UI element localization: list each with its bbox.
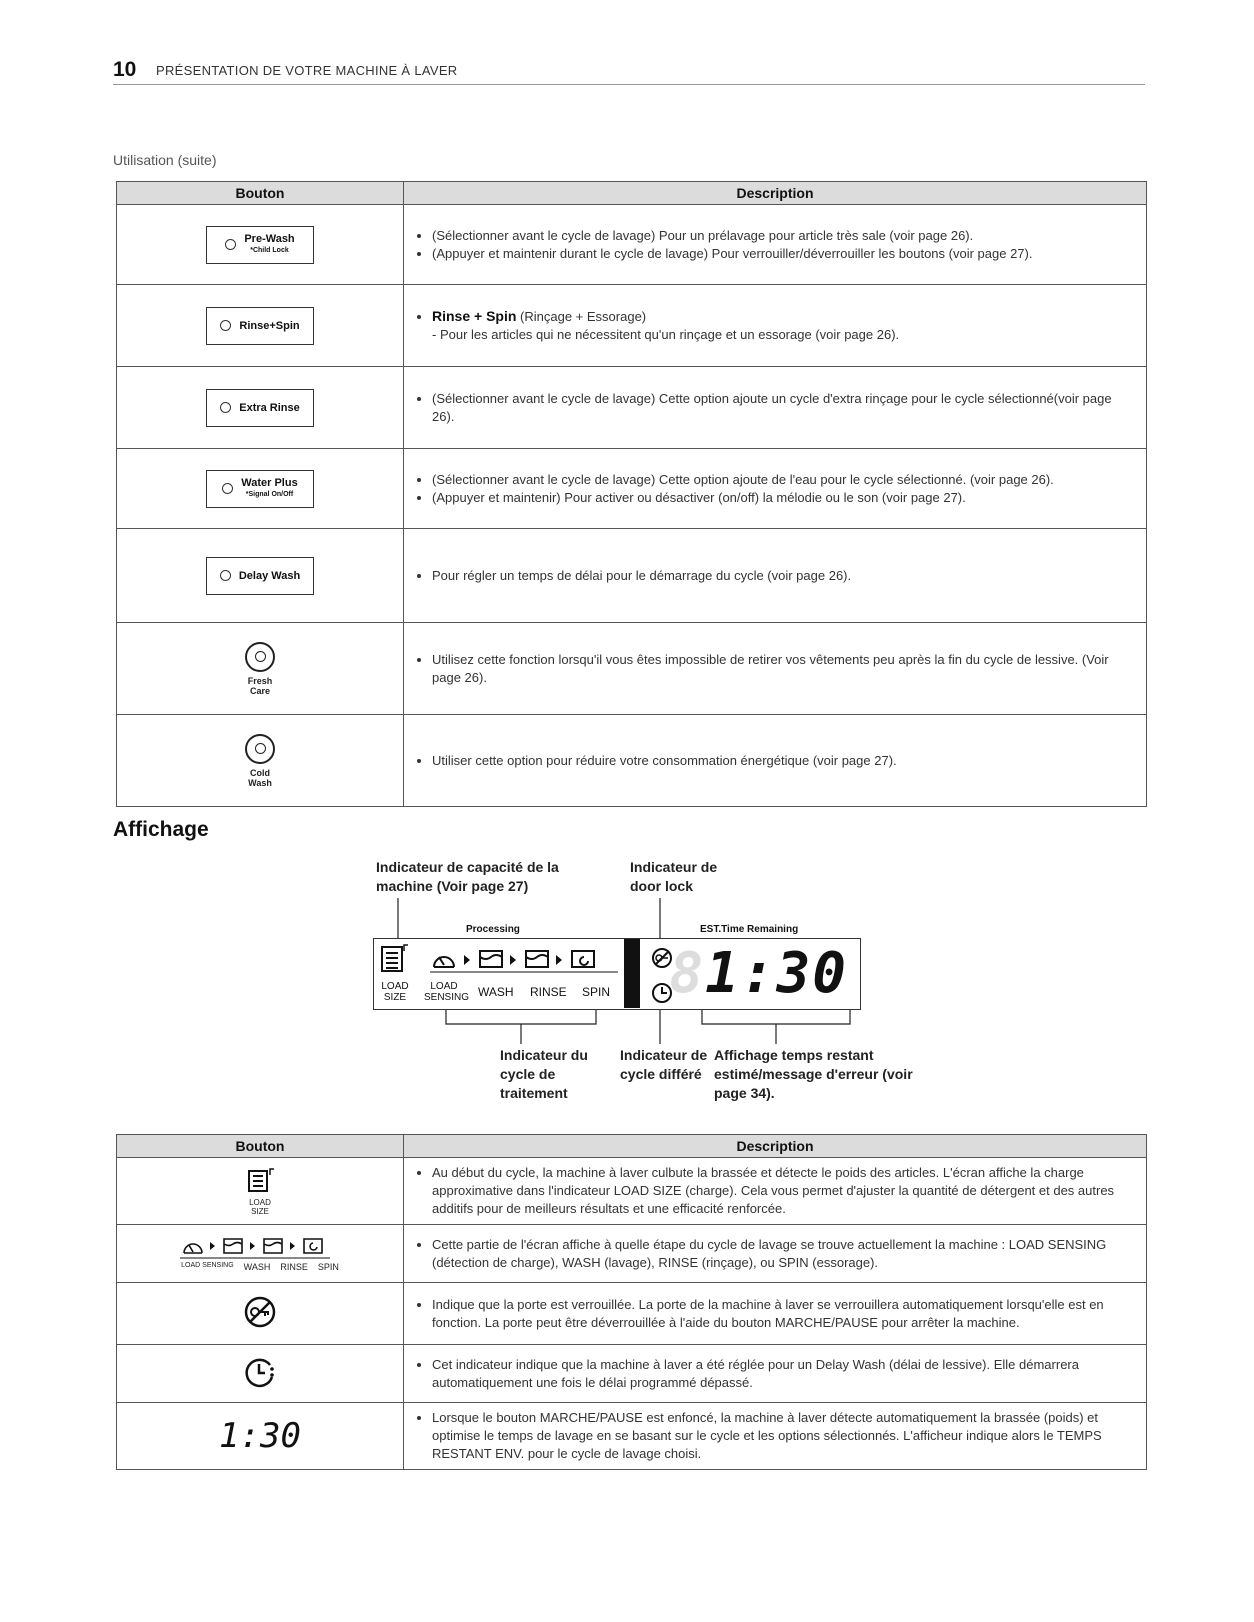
description-line: • Utiliser cette option pour réduire votre consommation énergétique (voir page 27). xyxy=(432,752,1132,770)
page-number: 10 xyxy=(113,58,137,81)
section-subtitle: Utilisation (suite) xyxy=(113,152,217,168)
description-line: • Rinse + Spin (Rinçage + Essorage) - Pour les articles qui ne nécessitent qu'un rinçage et un essorage (voir page 26). xyxy=(432,307,1132,344)
callout-cycle: Indicateur du cycle de traitement xyxy=(500,1047,588,1101)
display-table xyxy=(116,1134,1147,1470)
description-line: • Utilisez cette fonction lorsqu'il vous êtes impossible de retirer vos vêtements peu après la fin du cycle de lessive. (Voir page 26). xyxy=(432,651,1132,687)
description-line: • Lorsque le bouton MARCHE/PAUSE est enfoncé, la machine à laver détecte automatiquement la brassée (poids) et optimise le temps de lavage en se basant sur le cycle et les options sélectionnés. L'afficheur indique alors le TEMPS RESTANT ENV. pour le cycle de lavage choisi. xyxy=(432,1409,1132,1463)
water-plus-button-icon: Water Plus *Signal On/Off xyxy=(206,470,314,508)
callout-door-lock: Indicateur de door lock xyxy=(630,859,718,894)
table-row xyxy=(117,1403,1147,1470)
door-lock-icon xyxy=(243,1295,277,1329)
panel-est-time-label: EST.Time Remaining xyxy=(700,924,799,935)
delay-timer-icon xyxy=(243,1355,277,1389)
callout-time: Affichage temps restant estimé/message d'erreur (voir page 34). xyxy=(714,1047,913,1101)
section-title-affichage: Affichage xyxy=(113,818,209,841)
col-header-description: Description xyxy=(404,1135,1147,1158)
col-header-button: Bouton xyxy=(117,182,404,205)
table-row: LOAD SENSING WASH RINSE SPIN • Cette partie de l'écran affiche à quelle étape du cycle de lavage se trouve actuellement la machine : LOAD SENSING (détection de charge), WASH (lavage), RINSE (rinçage), ou SPIN (essorage). xyxy=(117,1225,1147,1283)
description-line: • (Appuyer et maintenir durant le cycle de lavage) Pour verrouiller/déverrouiller les boutons (voir page 27). xyxy=(432,245,1132,263)
time-display-digits: 1:30 xyxy=(219,1416,301,1456)
cycle-stage-icons xyxy=(180,1235,340,1259)
stage-rinse: RINSE xyxy=(530,985,567,999)
description-line: • Au début du cycle, la machine à laver culbute la brassée et détecte le poids des articles. L'écran affiche la charge approximative dans l'indicateur LOAD SIZE (charge). Cela vous permet d'ajuster la quantité de détergent et des autres additifs pour de meilleurs résultats et une efficacité renforcée. xyxy=(432,1164,1132,1218)
col-header-description: Description xyxy=(404,182,1147,205)
time-remaining-display: 81:30 xyxy=(669,941,848,1006)
callout-capacity: Indicateur de capacité de la machine (Voir page 27) xyxy=(376,859,559,894)
description-line: • Indique que la porte est verrouillée. La porte de la machine à laver se verrouillera automatiquement lorsqu'elle est en fonction. La porte peut être déverrouillée à l'aide du bouton MARCHE/PAUSE pour arrêter la machine. xyxy=(432,1296,1132,1332)
description-line: • (Sélectionner avant le cycle de lavage) Cette option ajoute de l'eau pour le cycle sélectionné. (voir page 26). xyxy=(432,471,1132,489)
description-line: • Cet indicateur indique que la machine à laver a été réglée pour un Delay Wash (délai de lessive). Elle démarrera automatiquement une fois le délai programmé dépassé. xyxy=(432,1356,1132,1392)
load-size-icon xyxy=(245,1167,275,1195)
cycle-stage-icons xyxy=(430,947,622,973)
col-header-button: Bouton xyxy=(117,1135,404,1158)
description-line: • Cette partie de l'écran affiche à quelle étape du cycle de lavage se trouve actuellement la machine : LOAD SENSING (détection de charge), WASH (lavage), RINSE (rinçage), ou SPIN (essorage). xyxy=(432,1236,1132,1272)
panel-divider xyxy=(624,939,640,1008)
load-size-icon xyxy=(380,943,410,975)
stage-spin: SPIN xyxy=(582,985,611,999)
extra-rinse-button-icon: Extra Rinse xyxy=(206,389,314,427)
description-line: • Pour régler un temps de délai pour le démarrage du cycle (voir page 26). xyxy=(432,567,1132,585)
description-line: • (Sélectionner avant le cycle de lavage) Cette option ajoute un cycle d'extra rinçage pour le cycle sélectionné(voir page 26). xyxy=(432,390,1132,426)
stage-wash: WASH xyxy=(478,985,514,999)
page-header-title: PRÉSENTATION DE VOTRE MACHINE À LAVER xyxy=(156,63,458,78)
delay-wash-button-icon: Delay Wash xyxy=(206,557,314,595)
rinse-spin-button-icon: Rinse+Spin xyxy=(206,307,314,345)
cold-wash-button-icon: Cold Wash xyxy=(245,734,275,788)
callout-delay: Indicateur de cycle différé xyxy=(620,1047,708,1082)
prewash-button-icon: Pre-Wash *Child Lock xyxy=(206,226,314,264)
table-row xyxy=(117,1283,1147,1345)
fresh-care-button-icon: Fresh Care xyxy=(245,642,275,696)
display-panel: LOAD SIZE LOAD SENSING WASH RINSE SPIN 81:30 xyxy=(373,938,861,1010)
description-line: • (Sélectionner avant le cycle de lavage) Pour un prélavage pour article très sale (voir page 26). xyxy=(432,227,1132,245)
panel-processing-label: Processing xyxy=(466,924,520,935)
description-line: • (Appuyer et maintenir) Pour activer ou désactiver (on/off) la mélodie ou le son (voir page 27). xyxy=(432,489,1132,507)
table-row: LOAD SIZE • Au début du cycle, la machine à laver culbute la brassée et détecte le poids des articles. L'écran affiche la charge approximative dans l'indicateur LOAD SIZE (charge). Cela vous permet d'ajuster la quantité de détergent et des autres additifs pour de meilleurs résultats et une efficacité renforcée. xyxy=(117,1158,1147,1225)
table-row xyxy=(117,1345,1147,1403)
